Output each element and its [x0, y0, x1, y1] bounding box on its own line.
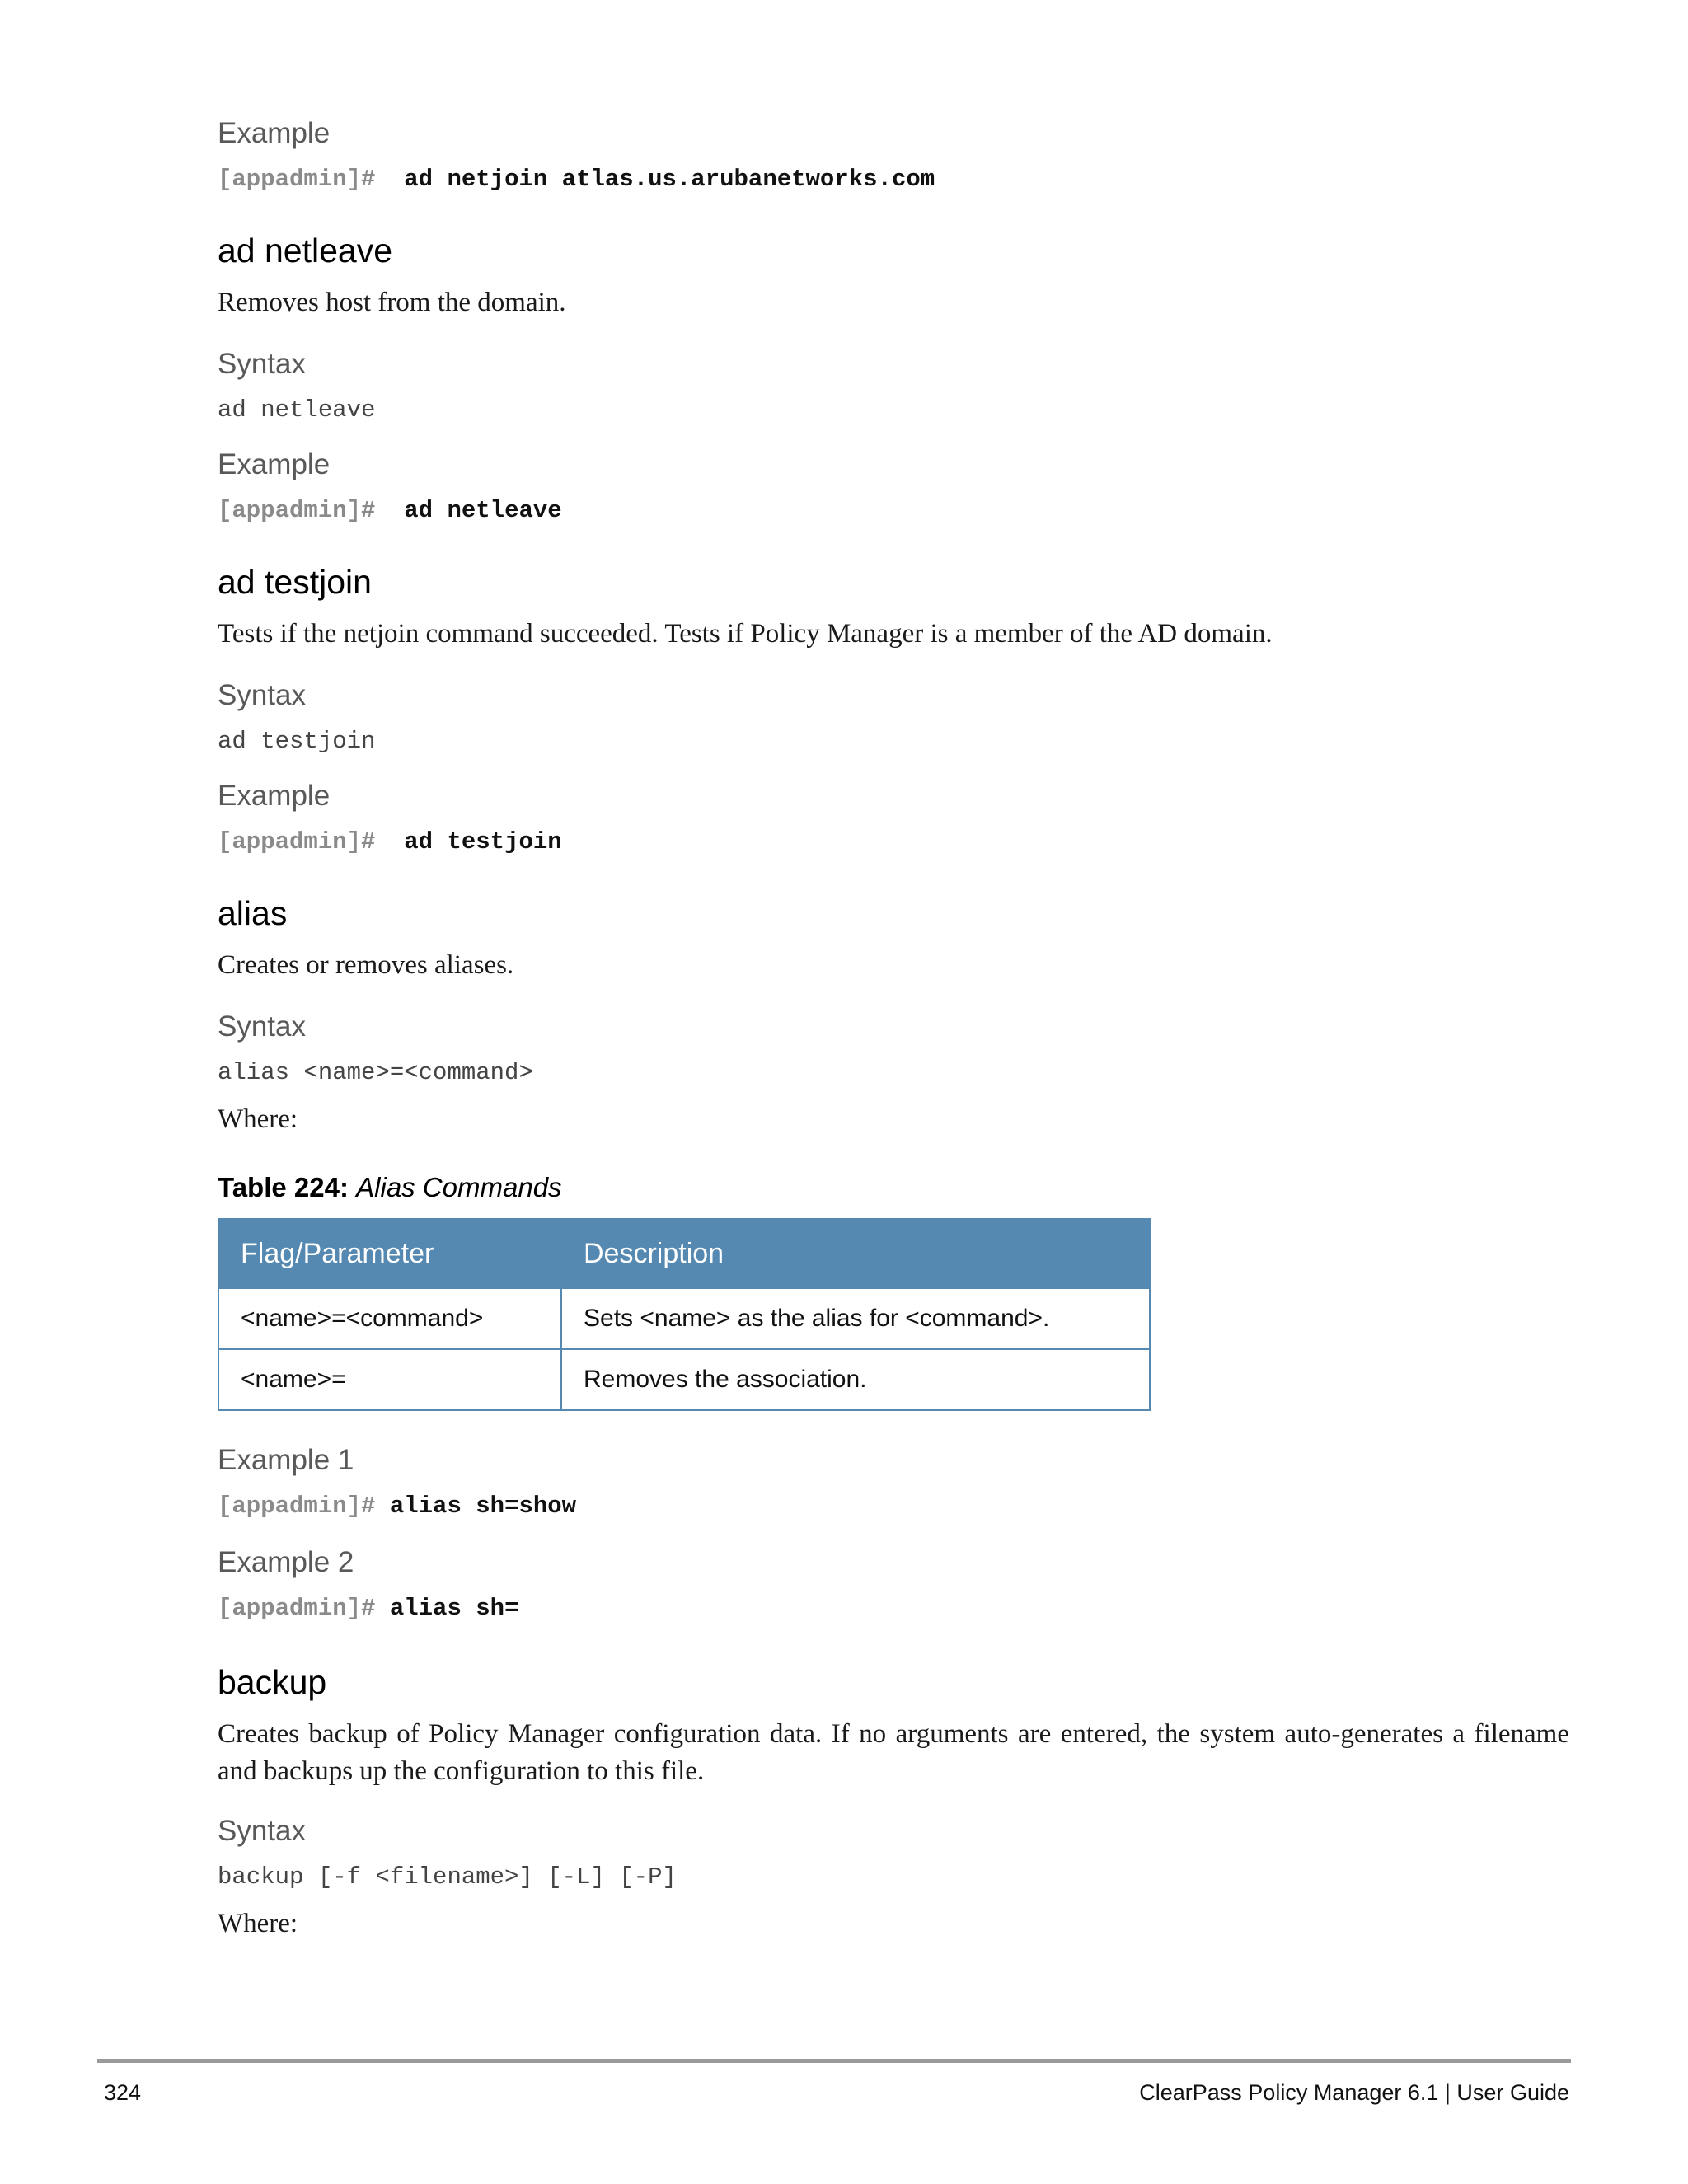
- netleave-description: Removes host from the domain.: [218, 288, 566, 317]
- netleave-syntax-heading: Syntax: [218, 348, 306, 380]
- table-caption-label: Table 224:: [218, 1172, 349, 1202]
- table-cell-parameter: <name>=<command>: [218, 1288, 561, 1349]
- table-header-description: Description: [561, 1219, 1150, 1288]
- alias-where: Where:: [218, 1104, 298, 1134]
- section-title-ad-netleave: ad netleave: [218, 232, 393, 269]
- footer-doc-title: ClearPass Policy Manager 6.1 | User Guide: [1139, 2080, 1569, 2105]
- netjoin-example-command: [218, 163, 935, 196]
- cli-prompt: [appadmin]#: [218, 497, 376, 524]
- testjoin-syntax-heading: Syntax: [218, 679, 306, 711]
- table-caption: [218, 1170, 562, 1205]
- table-cell-description: Removes the association.: [561, 1349, 1150, 1410]
- alias-commands-table: [218, 1218, 1151, 1411]
- alias-description: Creates or removes aliases.: [218, 950, 514, 980]
- testjoin-description: Tests if the netjoin command succeeded. Tests if Policy Manager is a member of the AD domain.: [218, 619, 1273, 649]
- cli-command: ad netjoin atlas.us.arubanetworks.com: [404, 166, 935, 193]
- alias-syntax-heading: Syntax: [218, 1010, 306, 1043]
- alias-syntax: alias <name>=<command>: [218, 1059, 533, 1086]
- cli-command: ad netleave: [404, 497, 562, 524]
- cli-command: alias sh=show: [389, 1493, 577, 1520]
- cli-prompt: [appadmin]#: [218, 1493, 376, 1520]
- alias-example1-heading: Example 1: [218, 1444, 354, 1476]
- alias-example2-command: [218, 1592, 518, 1625]
- section-title-alias: alias: [218, 894, 288, 932]
- cli-command: alias sh=: [389, 1595, 519, 1622]
- testjoin-syntax: ad testjoin: [218, 728, 376, 755]
- testjoin-example-heading: Example: [218, 780, 331, 812]
- netjoin-example-heading: Example: [218, 117, 331, 149]
- alias-example2-heading: Example 2: [218, 1546, 354, 1578]
- footer-divider: [97, 2059, 1571, 2063]
- netleave-example-command: [218, 494, 562, 527]
- table-header-flag-parameter: Flag/Parameter: [218, 1219, 561, 1288]
- table-row: [218, 1349, 1150, 1410]
- table-caption-title: Alias Commands: [356, 1172, 562, 1202]
- table-cell-parameter: <name>=: [218, 1349, 561, 1410]
- page-number: 324: [104, 2080, 142, 2105]
- backup-syntax: backup [-f <filename>] [-L] [-P]: [218, 1863, 677, 1891]
- backup-where: Where:: [218, 1909, 298, 1938]
- section-title-ad-testjoin: ad testjoin: [218, 563, 372, 601]
- backup-syntax-heading: Syntax: [218, 1815, 306, 1847]
- netleave-syntax: ad netleave: [218, 396, 376, 424]
- table-row: [218, 1288, 1150, 1349]
- backup-description: Creates backup of Policy Manager configuration data. If no arguments are entered, the system auto-generates a filename and backups up the configuration to this file.: [218, 1719, 1569, 1786]
- section-title-backup: backup: [218, 1663, 327, 1701]
- cli-command: ad testjoin: [404, 828, 562, 855]
- cli-prompt: [appadmin]#: [218, 166, 376, 193]
- testjoin-example-command: [218, 826, 562, 859]
- table-header-row: [218, 1219, 1150, 1288]
- alias-example1-command: [218, 1490, 576, 1523]
- cli-prompt: [appadmin]#: [218, 1595, 376, 1622]
- table-cell-description: Sets <name> as the alias for <command>.: [561, 1288, 1150, 1349]
- netleave-example-heading: Example: [218, 448, 331, 480]
- cli-prompt: [appadmin]#: [218, 828, 376, 855]
